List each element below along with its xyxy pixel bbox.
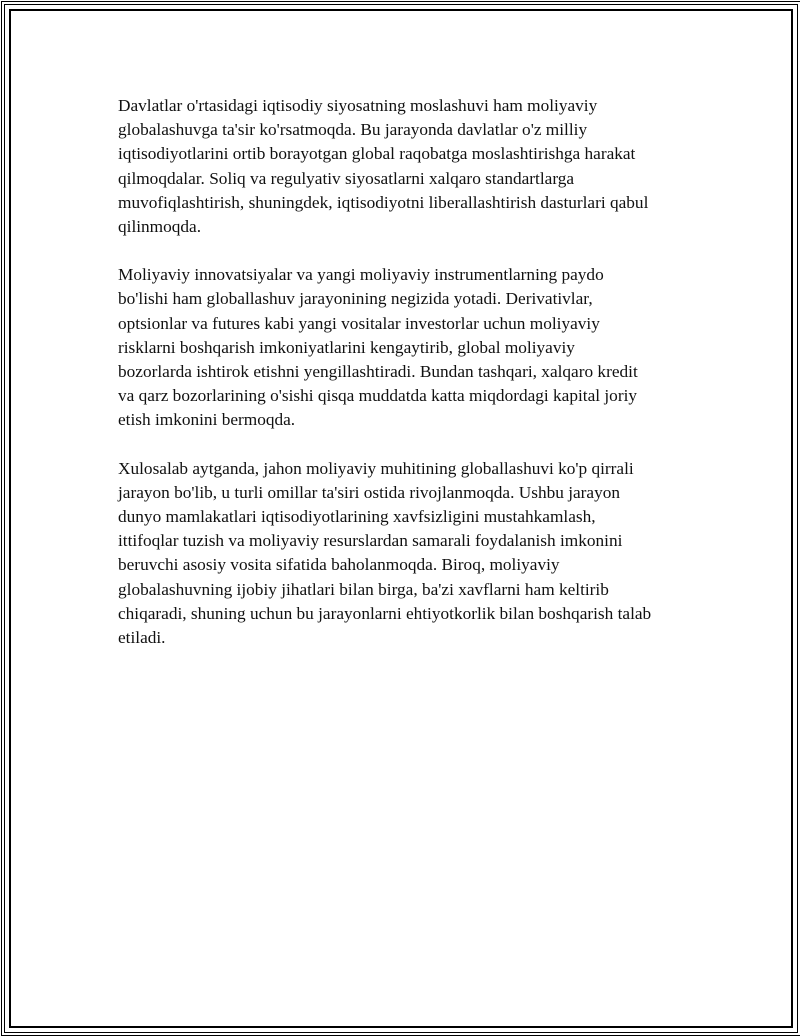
paragraph-1: Davlatlar o'rtasidagi iqtisodiy siyosatning moslashuvi ham moliyaviy globalashuvga ta'sir ko'rsatmoqda. Bu jarayonda davlatlar o'z milliy iqtisodiyotlarini ortib borayotgan global raqobatga moslashtirishga harakat qilmoqdalar. Soliq va regulyativ siyosatlarni xalqaro standartlarga muvofiqlashtirish, shuningdek, iqtisodiyotni liberallashtirish dasturlari qabul qilinmoqda. [118, 96, 649, 237]
paragraph-2: Moliyaviy innovatsiyalar va yangi moliyaviy instrumentlarning paydo bo'lishi ham globallashuv jarayonining negizida yotadi. Derivativlar, optsionlar va futures kabi yangi vositalar investorlar uchun moliyaviy risklarni boshqarish imkoniyatlarini kengaytirib, global moliyaviy bozorlarda ishtirok etishni yengillashtiradi. Bundan tashqari, xalqaro kredit va qarz bozorlarining o'sishi qisqa muddatda katta miqdordagi kapital joriy etish imkonini bermoqda. [118, 265, 638, 430]
paragraph-3: Xulosalab aytganda, jahon moliyaviy muhitining globallashuvi ko'p qirrali jarayon bo'lib, u turli omillar ta'siri ostida rivojlanmoqda. Ushbu jarayon dunyo mamlakatlari iqtisodiyotlarining xavfsizligini mustahkamlash, ittifoqlar tuzish va moliyaviy resurslardan samarali foydalanish imkonini beruvchi asosiy vosita sifatida baholanmoqda. Biroq, moliyaviy globalashuvning ijobiy jihatlari bilan birga, ba'zi xavflarni ham keltirib chiqaradi, shuning uchun bu jarayonlarni ehtiyotkorlik bilan boshqarish talab etiladi. [118, 458, 652, 648]
document-body [118, 94, 698, 674]
